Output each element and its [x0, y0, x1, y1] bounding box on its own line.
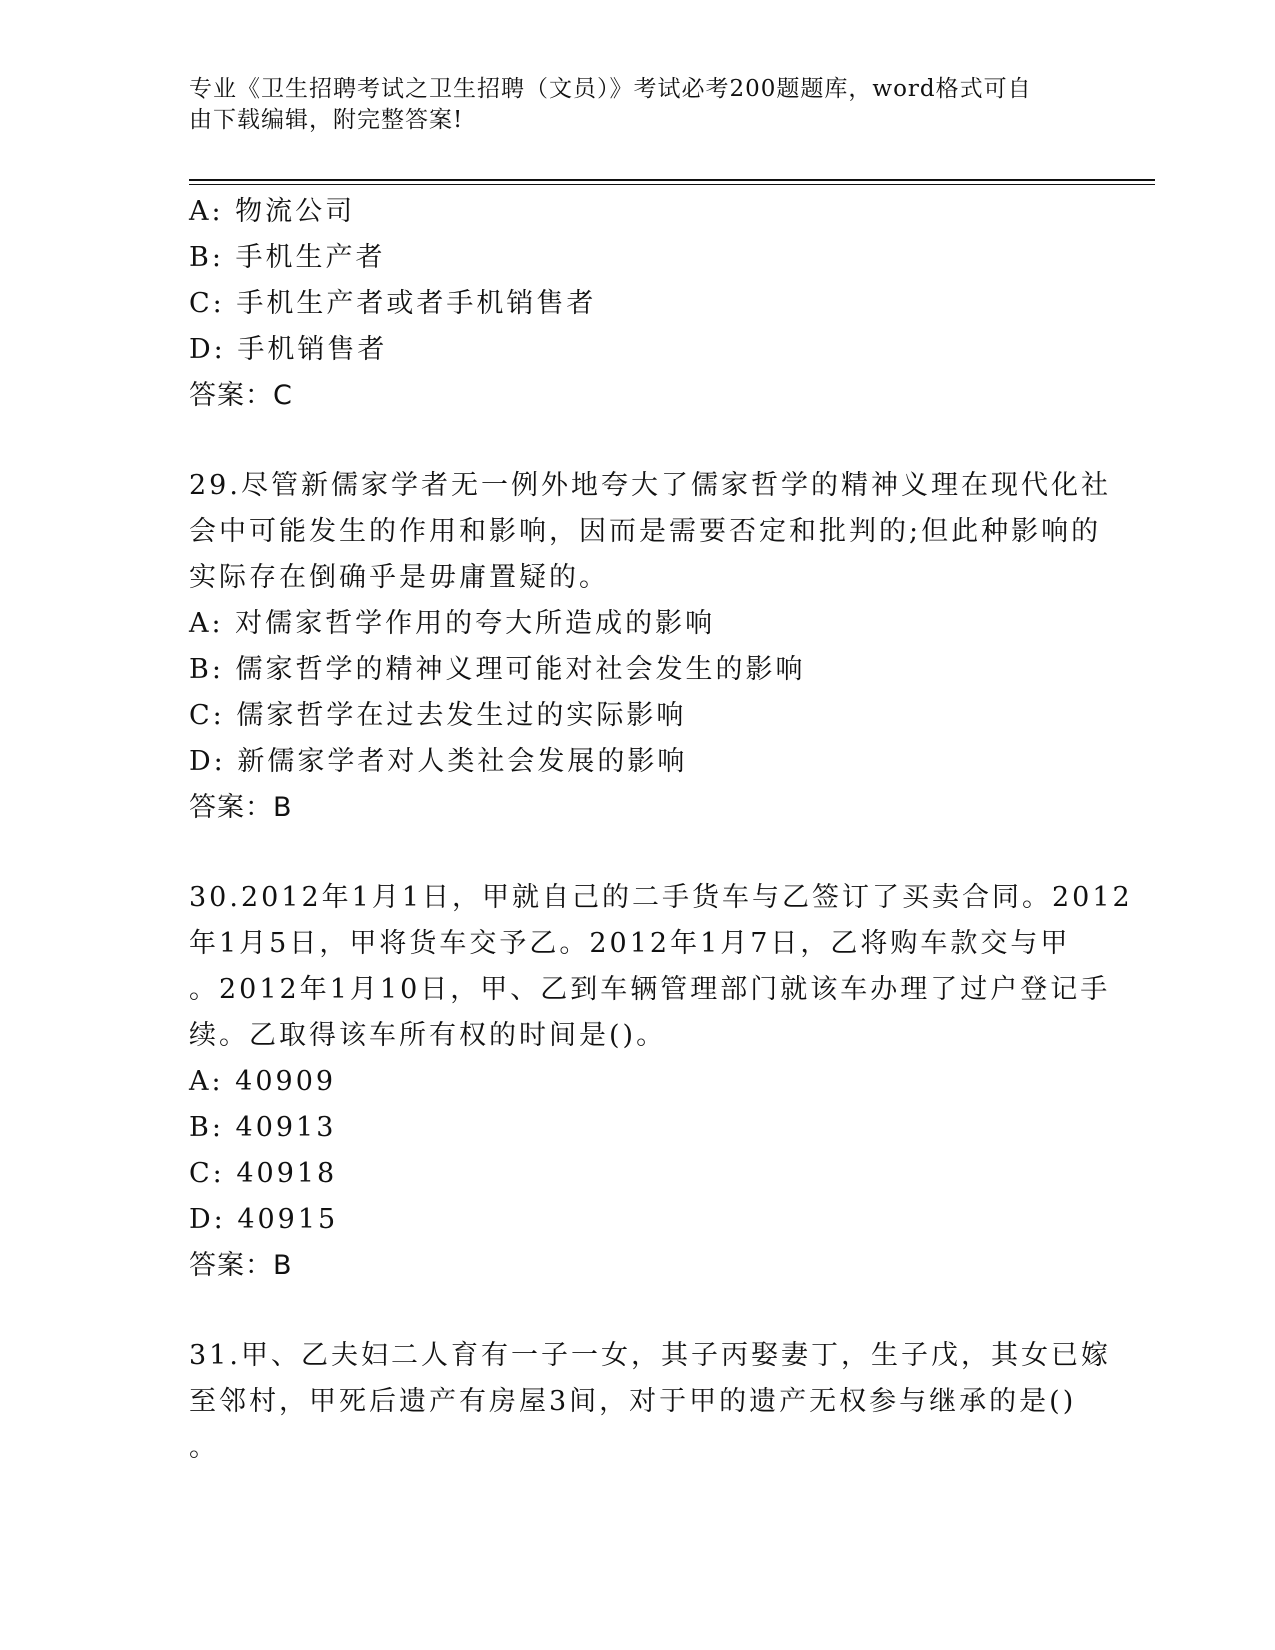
question-stem-line: 30.2012年1月1日，甲就自己的二手货车与乙签订了买卖合同。2012 [189, 882, 1133, 913]
option-b: B: 儒家哲学的精神义理可能对社会发生的影响 [189, 654, 806, 685]
option-d: D: 40915 [189, 1204, 339, 1235]
option-a: A: 对儒家哲学作用的夸大所造成的影响 [189, 608, 716, 639]
answer-line: 答案：B [189, 792, 293, 823]
question-stem-line: 31.甲、乙夫妇二人育有一子一女，其子丙娶妻丁，生子戊，其女已嫁 [189, 1340, 1111, 1371]
answer-line: 答案：C [189, 380, 293, 411]
header-line-1: 专业《卫生招聘考试之卫生招聘（文员）》考试必考200题题库，word格式可自 [189, 76, 1032, 102]
question-stem-line: 会中可能发生的作用和影响，因而是需要否定和批判的;但此种影响的 [189, 516, 1102, 547]
question-spacer [189, 419, 1089, 463]
option-c: C: 儒家哲学在过去发生过的实际影响 [189, 700, 687, 731]
question-stem-line: 实际存在倒确乎是毋庸置疑的。 [189, 562, 609, 593]
question-31 [189, 1333, 1111, 1471]
question-30 [189, 875, 1133, 1289]
option-d: D: 新儒家学者对人类社会发展的影响 [189, 746, 688, 777]
question-spacer [189, 831, 1089, 875]
option-b: B: 手机生产者 [189, 242, 386, 273]
question-stem-line: 续。乙取得该车所有权的时间是()。 [189, 1020, 667, 1051]
header-divider-thick [189, 179, 1155, 181]
option-a: A: 40909 [189, 1066, 337, 1097]
question-stem-line: 。 [189, 1432, 219, 1463]
document-header [189, 74, 1069, 136]
question-stem-line: 年1月5日，甲将货车交予乙。2012年1月7日，乙将购车款交与甲 [189, 928, 1071, 959]
option-a: A: 物流公司 [189, 196, 356, 227]
header-line-2: 由下载编辑，附完整答案! [189, 107, 464, 133]
question-28 [189, 189, 1089, 419]
question-stem-line: 。2012年1月10日，甲、乙到车辆管理部门就该车办理了过户登记手 [189, 974, 1111, 1005]
header-divider-thin [189, 184, 1155, 185]
question-spacer [189, 1289, 1089, 1333]
answer-line: 答案：B [189, 1250, 293, 1281]
question-29 [189, 463, 1111, 831]
question-list [189, 189, 1133, 1471]
option-d: D: 手机销售者 [189, 334, 388, 365]
question-stem-line: 至邻村，甲死后遗产有房屋3间，对于甲的遗产无权参与继承的是() [189, 1386, 1077, 1417]
option-c: C: 手机生产者或者手机销售者 [189, 288, 597, 319]
option-b: B: 40913 [189, 1112, 337, 1143]
option-c: C: 40918 [189, 1158, 338, 1189]
question-stem-line: 29.尽管新儒家学者无一例外地夸大了儒家哲学的精神义理在现代化社 [189, 470, 1111, 501]
